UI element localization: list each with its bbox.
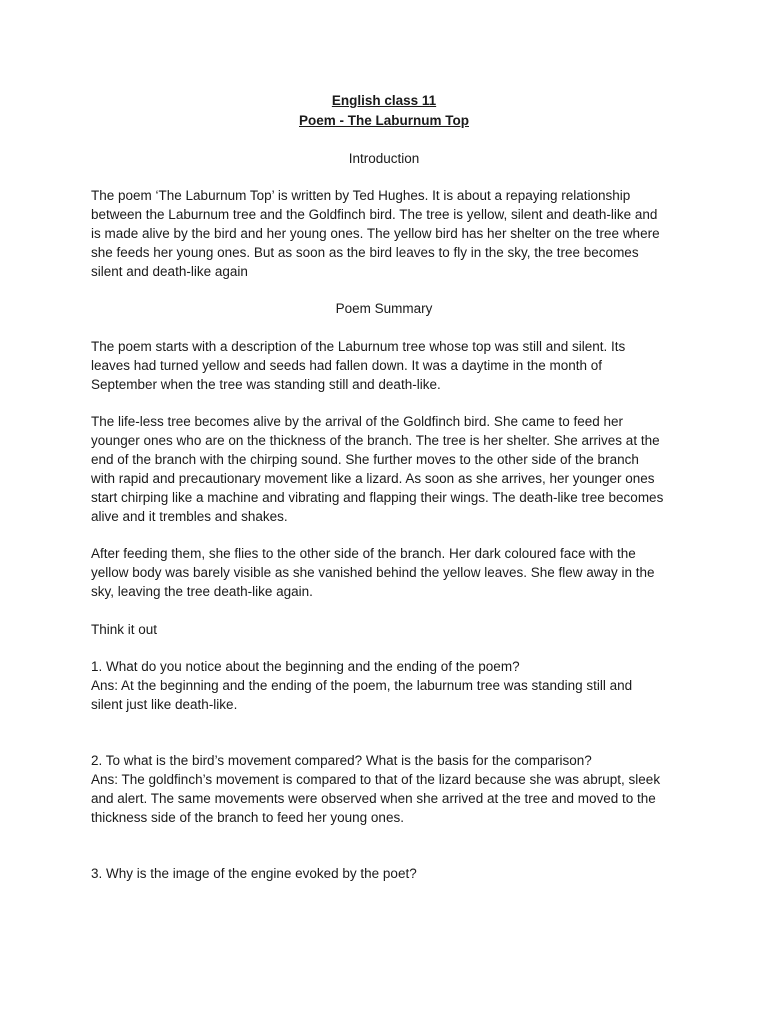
text-line: younger ones who are on the thickness of the branch. The tree is her shelter. She arrives at the — [91, 433, 660, 448]
poem-title: Poem - The Laburnum Top — [299, 113, 469, 128]
think-it-out-heading — [91, 620, 691, 639]
text-line: is made alive by the bird and her young ones. The yellow bird has her shelter on the tree where — [91, 226, 660, 241]
text-line: yellow body was barely visible as she vanished behind the yellow leaves. She flew away in the — [91, 565, 655, 580]
text-line: Ans: At the beginning and the ending of the poem, the laburnum tree was standing still and — [91, 678, 633, 693]
text-line: sky, leaving the tree death-like again. — [91, 584, 313, 599]
summary-paragraph-3 — [91, 544, 691, 601]
text-line: with rapid and precautionary movement like a lizard. As soon as she arrives, her younger ones — [91, 471, 655, 486]
summary-paragraph-2 — [91, 412, 691, 526]
introduction-paragraph — [91, 186, 691, 281]
text-line: leaves had turned yellow and seeds had fallen down. It was a daytime in the month of — [91, 358, 603, 373]
text-line: thickness side of the branch to feed her young ones. — [91, 810, 404, 825]
text-line: After feeding them, she flies to the other side of the branch. Her dark coloured face with the — [91, 546, 636, 561]
text-line: alive and it trembles and shakes. — [91, 509, 288, 524]
text-line: The life-less tree becomes alive by the arrival of the Goldfinch bird. She came to feed her — [91, 414, 624, 429]
text-line: September when the tree was standing still and death-like. — [91, 377, 441, 392]
summary-paragraph-1 — [91, 337, 691, 394]
introduction-heading: Introduction — [348, 151, 420, 166]
document-title: English class 11 — [331, 93, 437, 108]
question-2 — [91, 751, 691, 827]
text-line: end of the branch with the chirping sound. She further moves to the other side of the branch — [91, 452, 639, 467]
text-line: she feeds her young ones. But as soon as the bird leaves to fly in the sky, the tree becomes — [91, 245, 639, 260]
text-line: silent just like death-like. — [91, 697, 238, 712]
text-line: Think it out — [91, 622, 158, 637]
question-3 — [91, 864, 691, 883]
text-line: and alert. The same movements were observed when she arrived at the tree and moved to the — [91, 791, 656, 806]
text-line: start chirping like a machine and vibrating and flapping their wings. The death-like tree becomes — [91, 490, 664, 505]
text-line: 1. What do you notice about the beginning and the ending of the poem? — [91, 659, 520, 674]
summary-heading: Poem Summary — [335, 301, 433, 316]
text-line: The poem ‘The Laburnum Top’ is written by Ted Hughes. It is about a repaying relationship — [91, 188, 631, 203]
text-line: between the Laburnum tree and the Goldfinch bird. The tree is yellow, silent and death-like and — [91, 207, 658, 222]
text-line: 2. To what is the bird’s movement compared? What is the basis for the comparison? — [91, 753, 592, 768]
text-line: Ans: The goldfinch’s movement is compared to that of the lizard because she was abrupt, sleek — [91, 772, 661, 787]
text-line: The poem starts with a description of the Laburnum tree whose top was still and silent. Its — [91, 339, 626, 354]
text-line: silent and death-like again — [91, 264, 248, 279]
question-1 — [91, 657, 691, 714]
text-line: 3. Why is the image of the engine evoked by the poet? — [91, 866, 417, 881]
